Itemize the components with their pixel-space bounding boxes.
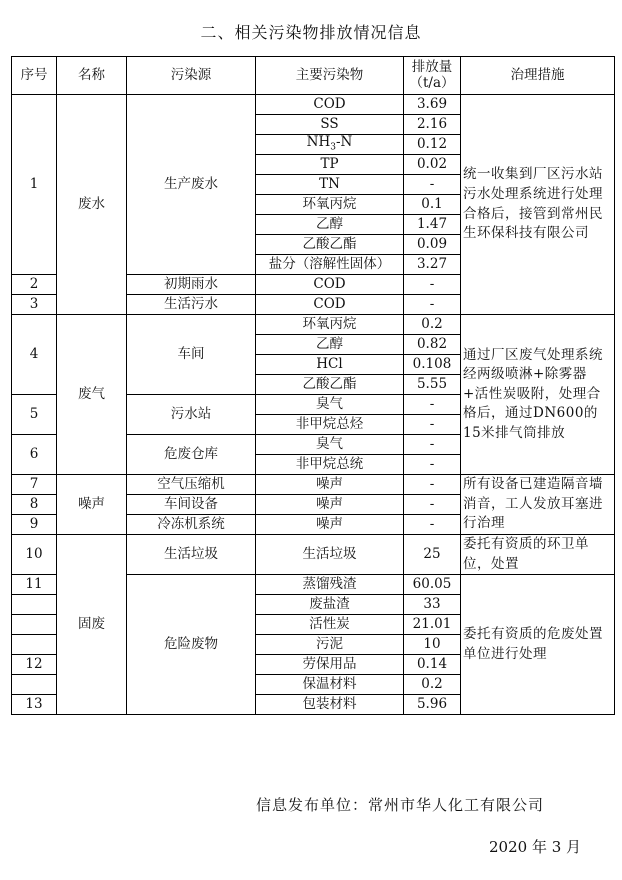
table-row	[12, 475, 615, 495]
pollutant-cell: 包装材料	[256, 695, 404, 715]
pollutant-cell: 保温材料	[256, 675, 404, 695]
amount-cell: -	[404, 175, 461, 195]
header-source: 污染源	[127, 57, 256, 95]
amount-cell: -	[404, 435, 461, 455]
pollutant-cell: 乙醇	[256, 215, 404, 235]
amount-cell: 10	[404, 635, 461, 655]
pollutant-cell: 蒸馏残渣	[256, 575, 404, 595]
row-number: 12	[12, 655, 57, 675]
source-cell: 污水站	[127, 395, 256, 435]
amount-cell: 5.55	[404, 375, 461, 395]
pollutant-cell: 盐分（溶解性固体）	[256, 255, 404, 275]
row-number-empty	[12, 675, 57, 695]
row-number: 11	[12, 575, 57, 595]
amount-cell: 33	[404, 595, 461, 615]
amount-cell: -	[404, 395, 461, 415]
table-row	[12, 95, 615, 115]
amount-cell: 2.16	[404, 115, 461, 135]
amount-cell: 0.82	[404, 335, 461, 355]
pollutant-cell: COD	[256, 95, 404, 115]
amount-cell: 1.47	[404, 215, 461, 235]
amount-cell: 3.69	[404, 95, 461, 115]
row-number-empty	[12, 615, 57, 635]
measure-cell: 所有设备已建造隔音墙消音，工人发放耳塞进行治理	[461, 475, 615, 535]
pollutant-cell: 乙醇	[256, 335, 404, 355]
amount-cell: 0.2	[404, 675, 461, 695]
amount-cell: -	[404, 295, 461, 315]
pollutant-cell: 污泥	[256, 635, 404, 655]
row-number-empty	[12, 595, 57, 615]
source-cell: 车间	[127, 315, 256, 395]
pollutant-cell: COD	[256, 275, 404, 295]
row-number: 6	[12, 435, 57, 475]
source-cell: 空气压缩机	[127, 475, 256, 495]
pollutant-cell: 废盐渣	[256, 595, 404, 615]
pollutant-cell: 环氧丙烷	[256, 315, 404, 335]
header-amount	[404, 57, 461, 95]
pollutant-cell: HCl	[256, 355, 404, 375]
row-number: 7	[12, 475, 57, 495]
amount-cell: 0.2	[404, 315, 461, 335]
amount-cell: 0.14	[404, 655, 461, 675]
amount-cell: 0.1	[404, 195, 461, 215]
category-cell: 废水	[57, 95, 127, 315]
pollutant-cell: 环氧丙烷	[256, 195, 404, 215]
pollutant-cell: 噪声	[256, 495, 404, 515]
row-number: 8	[12, 495, 57, 515]
source-cell: 生活垃圾	[127, 535, 256, 575]
page-title: 二、相关污染物排放情况信息	[200, 23, 422, 42]
amount-cell: 0.02	[404, 155, 461, 175]
amount-cell: 5.96	[404, 695, 461, 715]
pollutant-cell: 臭气	[256, 435, 404, 455]
header-pollutant: 主要污染物	[256, 57, 404, 95]
row-number: 4	[12, 315, 57, 395]
row-number: 1	[12, 95, 57, 275]
pollutant-cell: 劳保用品	[256, 655, 404, 675]
row-number-empty	[12, 635, 57, 655]
pollutant-cell: 乙酸乙酯	[256, 235, 404, 255]
pollutant-cell: 生活垃圾	[256, 535, 404, 575]
header-name: 名称	[57, 57, 127, 95]
row-number: 9	[12, 515, 57, 535]
table-row	[12, 315, 615, 335]
category-cell: 固废	[57, 535, 127, 715]
pollutant-cell: 非甲烷总统	[256, 455, 404, 475]
amount-cell: -	[404, 475, 461, 495]
measure-cell: 通过厂区废气处理系统经两级喷淋+除雾器+活性炭吸附，处理合格后，通过DN600的15米排气筒排放	[461, 315, 615, 475]
amount-cell: 21.01	[404, 615, 461, 635]
category-cell: 噪声	[57, 475, 127, 535]
row-number: 2	[12, 275, 57, 295]
source-cell: 危废仓库	[127, 435, 256, 475]
pollutant-cell: 活性炭	[256, 615, 404, 635]
amount-cell: 0.12	[404, 135, 461, 155]
pollutant-cell: TP	[256, 155, 404, 175]
header-amount-line1: 排放量	[411, 58, 453, 75]
source-cell: 初期雨水	[127, 275, 256, 295]
pollutant-cell: SS	[256, 115, 404, 135]
amount-cell: -	[404, 495, 461, 515]
row-number: 5	[12, 395, 57, 435]
row-number: 10	[12, 535, 57, 575]
source-cell: 车间设备	[127, 495, 256, 515]
publisher-line: 信息发布单位：常州市华人化工有限公司	[256, 796, 545, 814]
measure-cell: 统一收集到厂区污水站污水处理系统进行处理合格后，接管到常州民生环保科技有限公司	[461, 95, 615, 315]
amount-cell: 25	[404, 535, 461, 575]
header-no: 序号	[12, 57, 57, 95]
row-number: 13	[12, 695, 57, 715]
amount-cell: -	[404, 415, 461, 435]
pollutant-cell: COD	[256, 295, 404, 315]
header-measure: 治理措施	[461, 57, 615, 95]
category-cell: 废气	[57, 315, 127, 475]
pollutant-cell: 噪声	[256, 475, 404, 495]
measure-cell: 委托有资质的危废处置单位进行处理	[461, 575, 615, 715]
source-cell: 生产废水	[127, 95, 256, 275]
header-row	[12, 57, 615, 95]
pollutant-cell: TN	[256, 175, 404, 195]
amount-cell: -	[404, 275, 461, 295]
table-row	[12, 535, 615, 575]
header-amount-line2: （t/a）	[409, 74, 455, 91]
amount-cell: -	[404, 515, 461, 535]
source-cell: 危险废物	[127, 575, 256, 715]
amount-cell: 0.108	[404, 355, 461, 375]
source-cell: 冷冻机系统	[127, 515, 256, 535]
pollutant-cell: 臭气	[256, 395, 404, 415]
measure-cell: 委托有资质的环卫单位，处置	[461, 535, 615, 575]
pollutant-cell: 乙酸乙酯	[256, 375, 404, 395]
amount-cell: 0.09	[404, 235, 461, 255]
pollutant-cell: 非甲烷总烃	[256, 415, 404, 435]
pollutant-cell: 噪声	[256, 515, 404, 535]
pollution-table	[11, 56, 615, 715]
amount-cell: -	[404, 455, 461, 475]
amount-cell: 3.27	[404, 255, 461, 275]
source-cell: 生活污水	[127, 295, 256, 315]
pollutant-cell: $NH_3-N$	[256, 135, 404, 155]
publish-date: 2020 年 3 月	[489, 838, 582, 856]
amount-cell: 60.05	[404, 575, 461, 595]
row-number: 3	[12, 295, 57, 315]
